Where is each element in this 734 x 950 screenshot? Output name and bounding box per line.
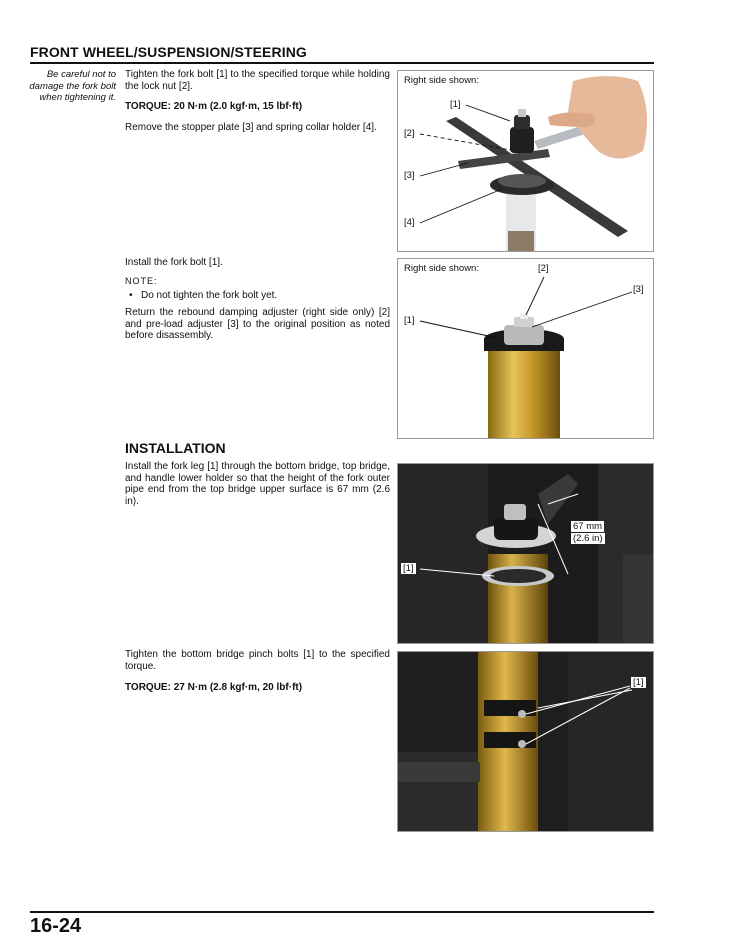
side-note: Be careful not to damage the fork bolt when tightening it. (29, 69, 116, 103)
figure-fork-leg-install (397, 463, 654, 644)
fig4-leader-lines (398, 652, 653, 831)
fig1-caption: Right side shown: (404, 75, 479, 86)
fig2-leader-lines (398, 259, 653, 438)
footer-rule (30, 911, 654, 913)
fig2-caption: Right side shown: (404, 263, 479, 274)
page-number: 16-24 (30, 915, 82, 937)
fig3-dimension-line1: 67 mm (573, 521, 603, 532)
fig1-leader-lines (398, 71, 653, 251)
step2-text: Install the fork bolt [1]. (125, 257, 223, 268)
note-bullet-text: Do not tighten the fork bolt yet. (141, 290, 278, 301)
note-label: NOTE: (125, 276, 158, 286)
fig2-label-1: [1] (404, 315, 415, 326)
fig1-label-1: [1] (450, 99, 461, 110)
header-rule (30, 62, 654, 64)
installation-text: Install the fork leg [1] through the bottom bridge, top bridge, and handle lower holder so that the height of the fork outer pipe end from the top bridge upper surface is 67 mm (2.6 in). (125, 461, 390, 507)
fig3-label-1: [1] (403, 563, 414, 574)
step1-text: Tighten the fork bolt [1] to the specified torque while holding the lock nut [2]. (125, 69, 390, 92)
fig3-dimension-line2: (2.6 in) (573, 533, 603, 544)
fig1-label-4: [4] (404, 217, 415, 228)
figure-fork-bolt-tightening (397, 70, 654, 252)
fig2-label-2: [2] (538, 263, 549, 274)
fig1-label-3: [3] (404, 170, 415, 181)
figure-pinch-bolts (397, 651, 654, 832)
installation-heading: INSTALLATION (125, 440, 226, 456)
installation-text2: Tighten the bottom bridge pinch bolts [1] to the specified torque. (125, 649, 390, 672)
fig4-label-1: [1] (633, 677, 644, 688)
section-title: FRONT WHEEL/SUSPENSION/STEERING (30, 44, 307, 60)
step1-text2: Remove the stopper plate [3] and spring collar holder [4]. (125, 122, 377, 133)
fig3-leader-lines (398, 464, 653, 643)
fig1-label-2: [2] (404, 128, 415, 139)
step1-torque: TORQUE: 20 N·m (2.0 kgf·m, 15 lbf·ft) (125, 101, 303, 112)
fig2-label-3: [3] (633, 284, 644, 295)
installation-torque: TORQUE: 27 N·m (2.8 kgf·m, 20 lbf·ft) (125, 682, 303, 693)
note-bullet-marker: • (129, 290, 133, 301)
step2-text2: Return the rebound damping adjuster (right side only) [2] and pre-load adjuster [3] to the original position as noted before disassembly. (125, 307, 390, 342)
figure-fork-bolt-install (397, 258, 654, 439)
